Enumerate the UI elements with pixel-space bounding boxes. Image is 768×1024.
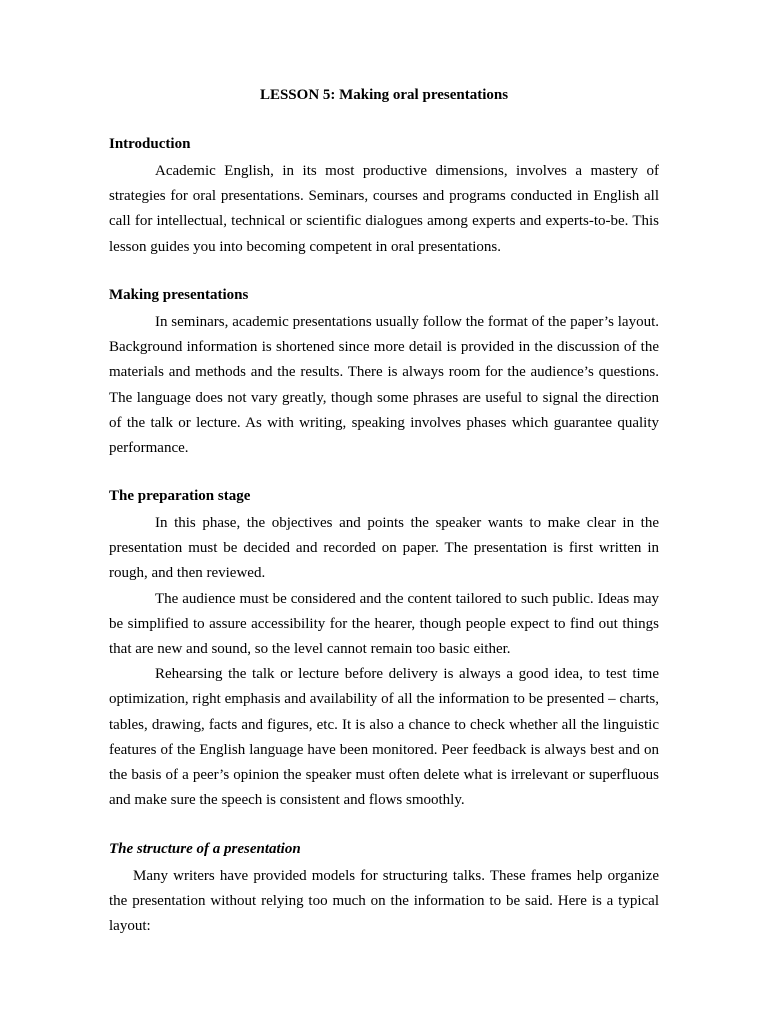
section-heading: Introduction xyxy=(109,136,191,152)
section-heading: Making presentations xyxy=(109,287,249,303)
paragraph: In this phase, the objectives and points the speaker wants to make clear in the presentation must be decided and recorded on paper. The presentation is first written in rough, and then reviewed. xyxy=(109,515,659,582)
section-heading: The structure of a presentation xyxy=(109,841,301,857)
paragraph: Academic English, in its most productive dimensions, involves a mastery of strategies for oral presentations. Seminars, courses and programs conducted in English all call for intellectual, technical or scientific dialogues among experts and experts-to-be. This lesson guides you into becoming competent in oral presentations. xyxy=(109,163,659,255)
paragraph: In seminars, academic presentations usually follow the format of the paper’s layout. Background information is shortened since more detail is provided in the discussion of the materials and methods and the results. There is always room for the audience’s questions. The language does not vary greatly, though some phrases are useful to signal the direction of the talk or lecture. As with writing, speaking involves phases which guarantee quality performance. xyxy=(109,314,659,457)
paragraph: The audience must be considered and the content tailored to such public. Ideas may be simplified to assure accessibility for the hearer, though people expect to find out things that are new and sound, so the level cannot remain too basic either. xyxy=(109,590,659,658)
paragraph: Rehearsing the talk or lecture before delivery is always a good idea, to test time optimization, right emphasis and availability of all the information to be presented – charts, tables, drawing, facts and figures, etc. It is also a chance to check whether all the linguistic features of the English language have been monitored. Peer feedback is always best and on the basis of a peer’s opinion the speaker must often delete what is irrelevant or superfluous and make sure the speech is consistent and flows smoothly. xyxy=(109,666,659,809)
paragraph: Many writers have provided models for structuring talks. These frames help organize the presentation without relying too much on the information to be said. Here is a typical layout: xyxy=(109,868,659,935)
section-heading: The preparation stage xyxy=(109,488,251,504)
section-introduction xyxy=(109,134,659,260)
section-structure-of-presentation xyxy=(109,839,659,940)
section-making-presentations xyxy=(109,285,659,461)
section-preparation-stage xyxy=(109,486,659,813)
page-title: LESSON 5: Making oral presentations xyxy=(259,87,509,103)
